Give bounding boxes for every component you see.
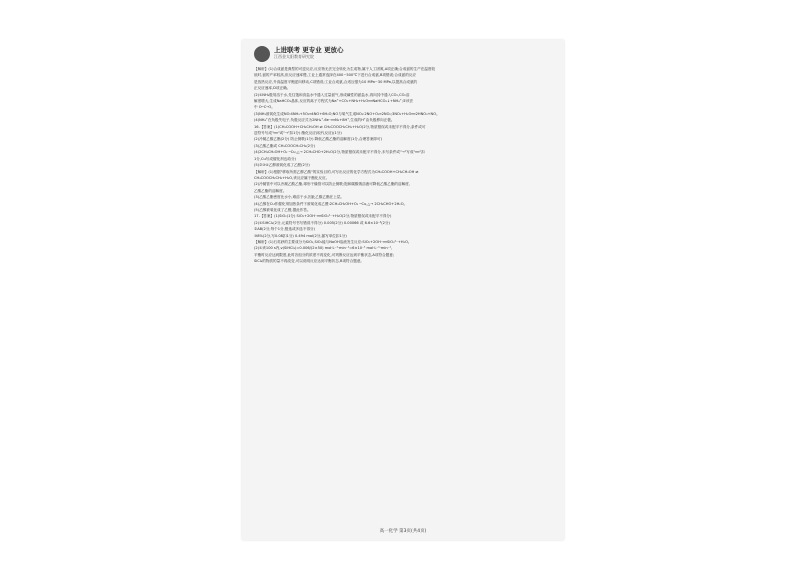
text-line: ②AB(2分,每个1分,错选或多选不得分): [254, 227, 315, 232]
text-line: 16.【答案】(1)CH₃COOH+CH₃CH₂OH ⇌ CH₃COOCH₂CH₃+H₂O(2分,物质错误或未配平不得分,条件或可: [254, 124, 426, 129]
text-line: 【解析】(1)石英砂的主要成分为SiO₂,SiO₂能与NaOH溶液发生反应:SiO₂+2OH⁻══SiO₃²⁻+H₂O。: [254, 239, 412, 244]
text-line: 解度增大,生成NaHCO₃晶体,反应的离子方程式为Na⁺+CO₂+NH₃+H₂O══NaHCO₃↓+NH₄⁺;②该法: [254, 99, 414, 104]
text-line: 低时,氨的产率较高,但反应速率慢,工业上通常选择在400~500℃下进行合成氨,B项错误;合成氨的反应: [254, 73, 416, 78]
text-line: 是放热反应,升高温度平衡逆向移动,C项错误;工业合成氨,合适压强为10 MPa~30 MPa,以提高合成氨的: [254, 79, 418, 84]
text-line: (4)乙醇在Cu作催化剂加热条件下被氧化成乙醛:2CH₃CH₂OH+O₂ ─Cu,△→ 2CH₃CHO+2H₂O。: [254, 201, 408, 206]
text-line: 1分,Cu写成催化剂也给分): [254, 156, 296, 161]
publisher-logo-icon: [254, 46, 270, 62]
text-line: (5)②③④乙醇被氧化成了乙醛(2分): [254, 163, 310, 168]
text-line: 平衡时反应达到限度,此时各组分的浓度不再变化,可判断反应达到平衡状态,A项符合题意;: [254, 252, 395, 257]
text-line: (2)①SiHCl₃(2分,元素符号书写错误不得分) 0.005(2分) 0.00066 或 6.6×10⁻⁴(2分): [254, 220, 390, 225]
text-line: (4)2CH₃CH₂OH+O₂ ─Cu,△→ 2CH₃CHO+2H₂O(2分,物质错误或未配平不得分,未写条件或"→"写成"══"扣: [254, 150, 425, 155]
text-line: 17.【答案】(1)SiO₂(1分) SiO₂+2OH⁻══SiO₃²⁻+H₂O(2分,物质错误或未配平不得分): [254, 214, 392, 219]
text-line: (5)乙醇被氧化成了乙醛,据此作答。: [254, 207, 311, 212]
text-line: ③8%(2分,写0.08扣1分) 0.494 mol(2分,漏写单位扣1分): [254, 233, 347, 238]
text-line: 乙酸乙酯的溶解度。: [254, 188, 287, 193]
text-line: 中 O─C─O。: [254, 105, 275, 110]
text-line: (3)乙酸乙酯密度比水小,难溶于水,因此乙酸乙酯在上层。: [254, 195, 345, 200]
text-line: (2)冷凝管中可以冷凝乙酸乙酯,球形干燥管可以防止倒吸;饱和碳酸钠溶液可降低乙酸乙酯的溶解度,: [254, 182, 410, 187]
header-sub: 江西金太阳教育研究院: [274, 54, 314, 59]
text-line: 逆符号写成"══"或"→"扣1分) 酯化反应(取代反应)(1分): [254, 131, 342, 136]
text-line: SiCl₄的物质的量不再改变,可以说明反应达到平衡状态,B项符合题意。: [254, 259, 365, 264]
text-line: (2)冷凝乙酸乙酯(2分) 防止倒吸(1分) 降低乙酸乙酯的溶解度(1分,合理答案即可): [254, 137, 383, 142]
text-line: (2)①NH₃极易溶于水,先往饱和食盐水中通入过量氨气,形成碱性的氨盐水,再向其中通入CO₂,CO₂溶: [254, 92, 410, 97]
text-line: 【解析】(1)根据"移取所需乙醇乙酸"的实验目的,可写出反应的化学方程式为CH₃COOH+CH₃CH₂OH ⇌: [254, 169, 419, 174]
scanned-answer-sheet: [242, 40, 564, 540]
header-brand: 上进联考 更专业 更放心: [274, 46, 344, 54]
text-line: (4)NH₄⁺在负极失电子,负极反应式为2NH₄⁺-6e⁻══N₂+8H⁺,生成的H⁺由负极移向正极。: [254, 118, 395, 123]
text-line: (2)①该100 s内,v(SiHCl₃)=0.006/(2×50) mol·L⁻¹·min⁻¹=6×10⁻⁵ mol·L⁻¹·min⁻¹,: [254, 246, 393, 251]
text-line: (3)NH₃被氧化生成NO:4NH₃+5O₂═4NO+6H₂O;NO与氧气生成NO₂:2NO+O₂═2NO₂;3NO₂+H₂O══2HNO₃+NO。: [254, 111, 440, 116]
text-line: 正反应速率,D项正确。: [254, 86, 291, 91]
text-line: (3)乙酸乙酯或 CH₃COOCH₂CH₃(2分): [254, 143, 316, 148]
answer-content: [254, 66, 552, 516]
text-line: CH₃COOCH₂CH₃+H₂O,该反应属于酯化反应。: [254, 175, 330, 180]
text-line: 【解析】(1)合成氨是典型的可逆反应,反应物无法完全转化为生成物,属于人工固氮,A项正确;合成氨的生产在温度较: [254, 67, 436, 71]
page-footer: 高一化学 第3页(共4页): [379, 529, 427, 534]
